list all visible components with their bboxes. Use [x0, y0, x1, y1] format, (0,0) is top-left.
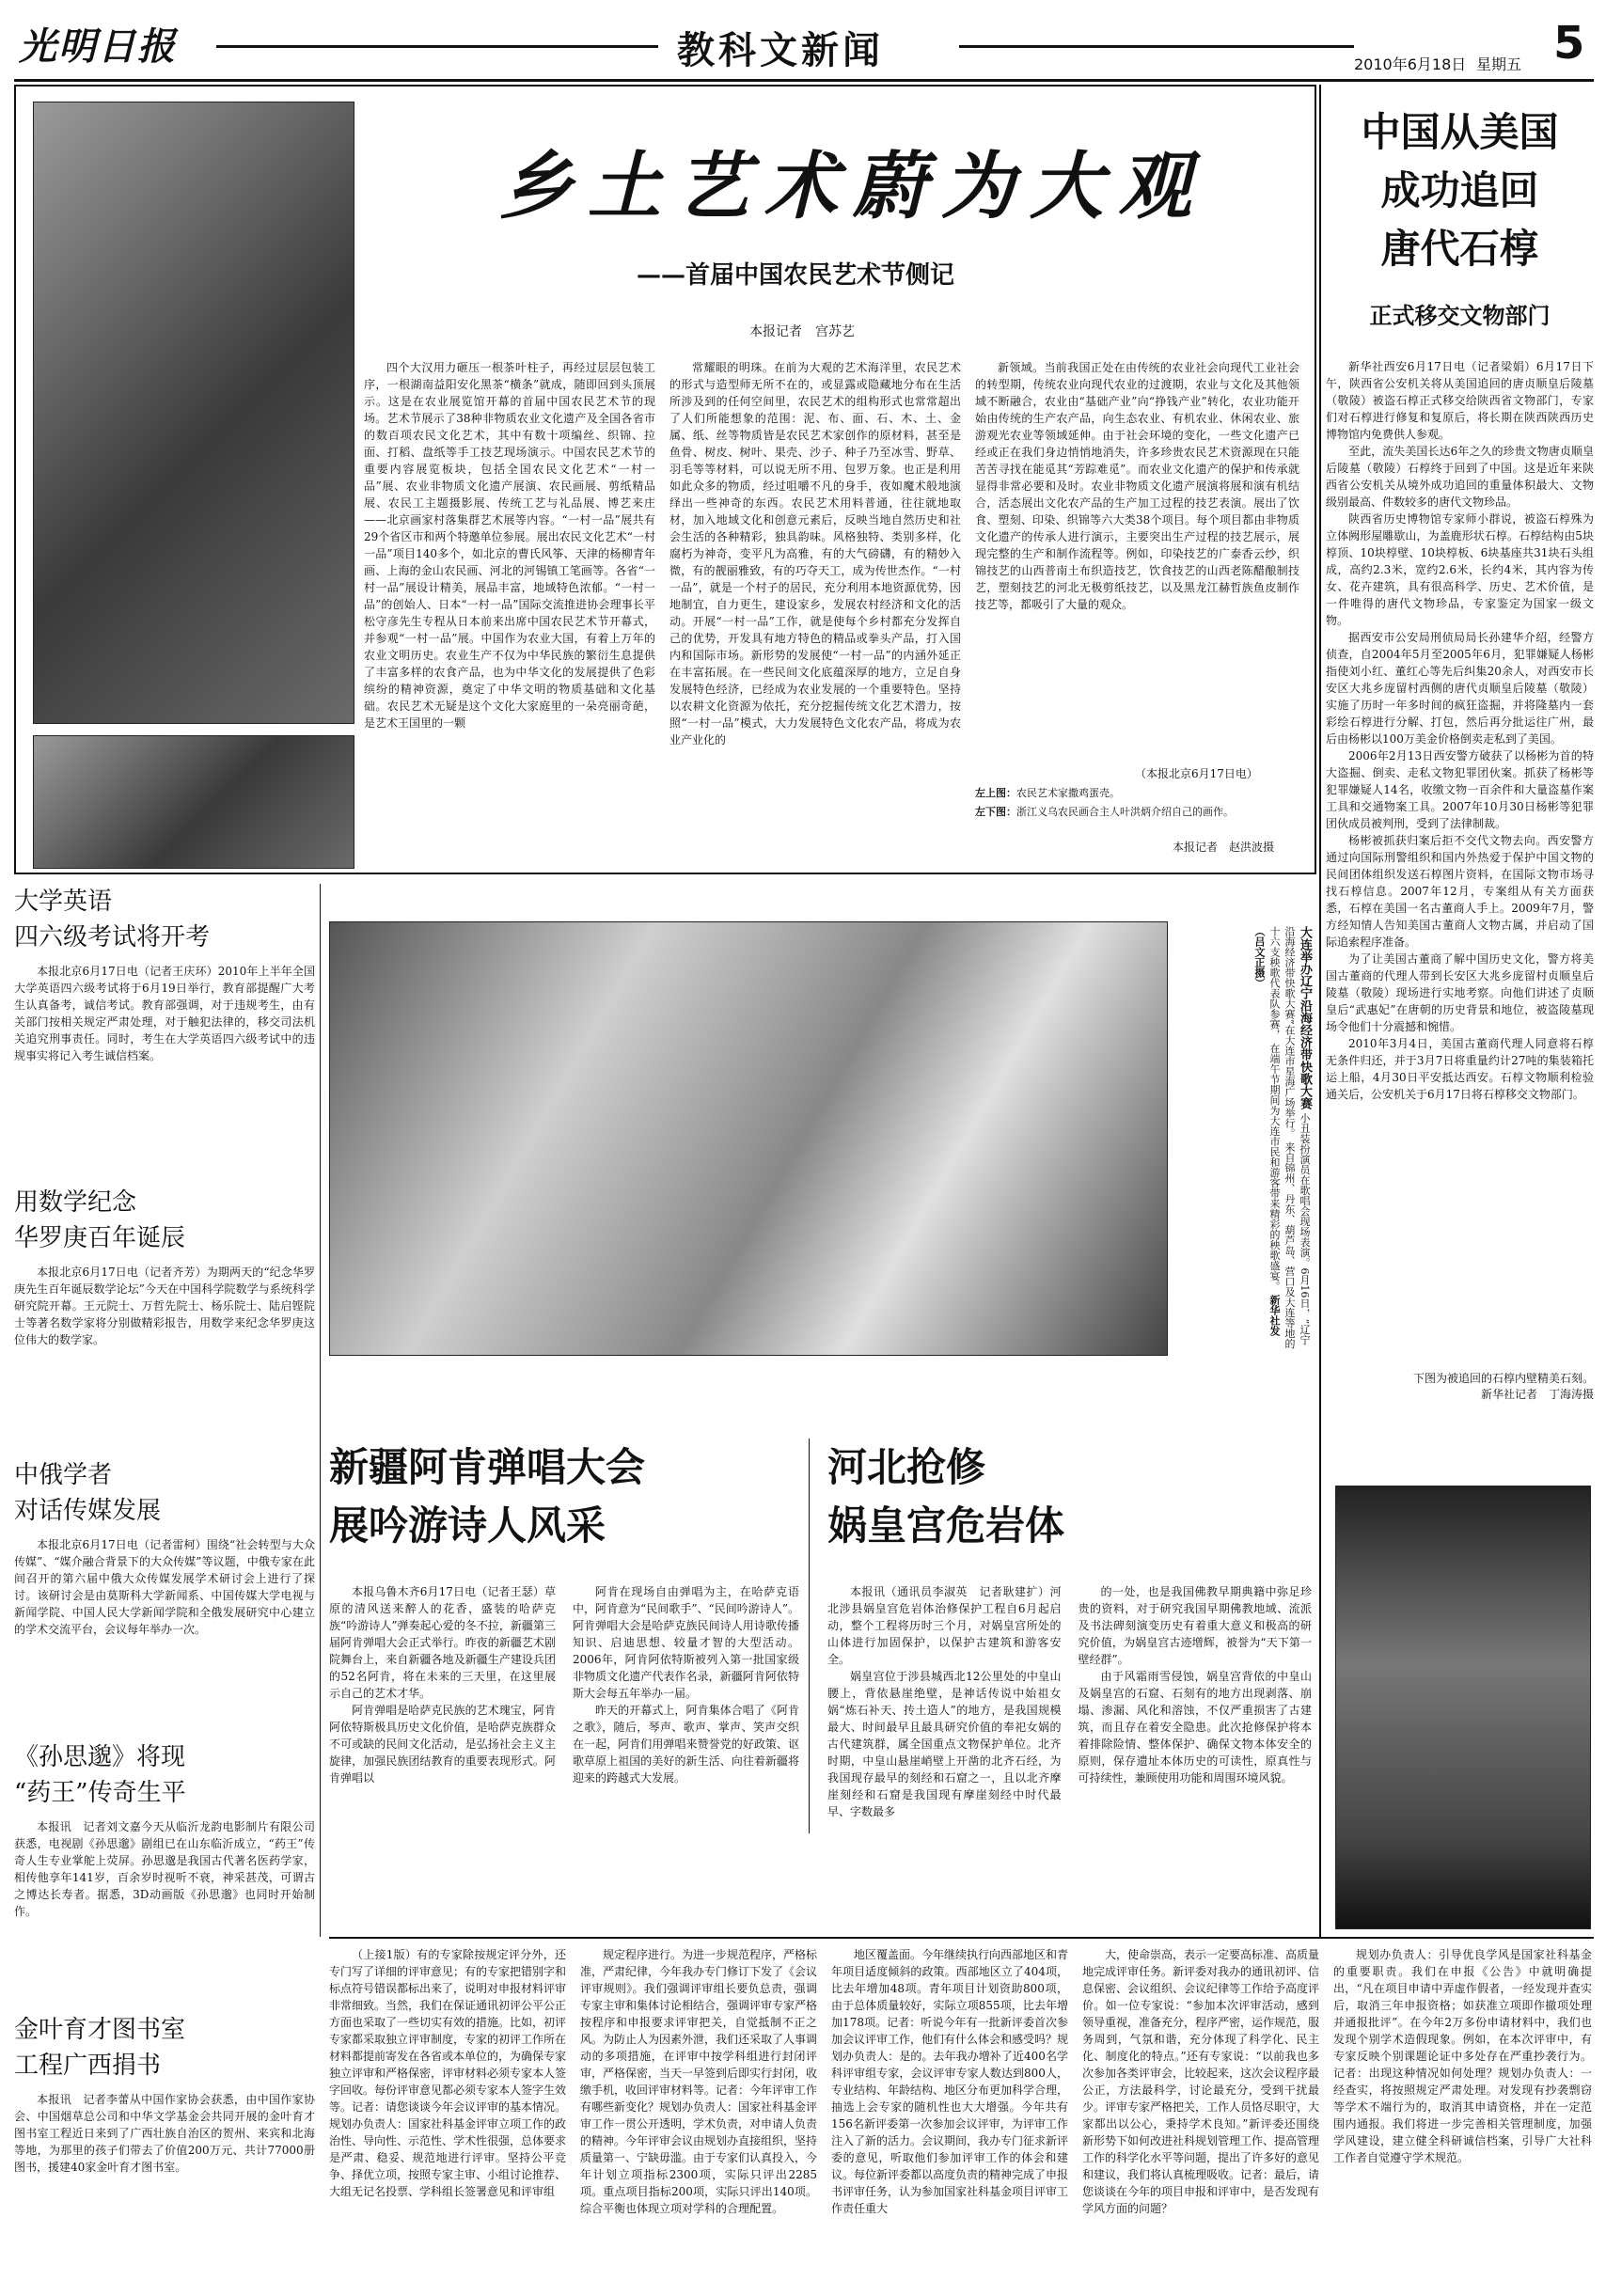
brief-title: 《孙思邈》将现 — [14, 1743, 186, 1771]
brief-sun-simiao — [14, 1739, 315, 1920]
xinjiang-headline-line: 新疆阿肯弹唱大会 — [329, 1444, 646, 1490]
bottom-column-2: 规定程序进行。为进一步规范程序，严格标准，严肃纪律，今年我办专门修订下发了《会议评审规则》。我们强调评审组长要负总责，强调专家主审和集体讨论相结合，强调评审专家严格按程序和申报要求评审把关，自觉抵制不正之风。为防止人为因素外泄，我们还采取了人事调动的多项措施，在评审中按学科组进行封闭评审，严格保密，当天一早签到后即实行封闭，收缴手机，收回评审材料等。记者：今年评审工作有哪些新变化？规划办负责人：国家社科基金评审工作一贯公开透明，学术负责，对申请人负责的精神。今年评审会议由规划办直接组织，坚持质量第一、宁缺毋滥。由于专家们认真投入，今年计划立项指标2300项，实际只评出2285项。重点项目指标200项，实际只评出140项。综合平衡也体现立项对学科的合理配置。 — [580, 1948, 817, 2215]
brief-paragraph: 本报北京6月17日电（记者齐芳）为期两天的“纪念华罗庚先生百年诞辰数学论坛”今天在中国科学院数学与系统科学研究院开幕。王元院士、万哲先院士、杨乐院士、陆启铿院士等著名数学家将分别做精彩报告，用数学来纪念华罗庚这位伟大的数学家。 — [14, 1266, 315, 1346]
lead-column-1: 四个大汉用力砸压一根茶叶柱子，再经过层层包装工序，一根湖南益阳安化黑茶“横条”就成，随即回到头顶展示。这是在农业展览馆开幕的首届中国农民艺术节的现场。艺术节展示了38种非物质农业文化遗产及全国各省市的数百项农民文化艺术，其中有数十项编丝、织锦、拉面、打稻、盘纸等手工技艺现场演示。中国农民艺术节的重要内容展览板块，包括全国农民文化艺术“一村一品”展、农业非物质文化遗产展演、农民画展、剪纸精品展、农民工主题摄影展、传统工艺与礼品展、博艺来庄——北京画家村落集群艺术展等内容。“一村一品”展共有29个省区市和两个特邀单位参展。展出农民文化艺术“一村一品”项目140多个，如北京的曹氏风筝、天津的杨柳青年画、上海的金山农民画、河北的河锡镇工笔画等。各省“一村一品”展设计精美，展品丰富，地域特色浓郁。“一村一品”的创始人、日本“一村一品”国际交流推进协会理事长平松守彦先生专程从日本前来出席中国农民艺术节开幕式，并参观“一村一品”展。中国作为农业大国，有着上万年的农业文明历史。农业生产不仅为中华民族的繁衍生息提供了丰富多样的农食产品，也为中华文化的发展提供了色彩缤纷的精神资源，奠定了中华文明的物质基础和文化基础。农民艺术无疑是这个文化大家庭里的一朵亮丽奇葩，是艺术王国里的一颗 — [364, 361, 655, 730]
masthead — [0, 0, 1606, 77]
lead-headline: 乡土艺术蔚为大观 — [498, 144, 1206, 229]
brief-title: “药王”传奇生平 — [14, 1779, 186, 1807]
xinjiang-paragraph: 阿肯弹唱是哈萨克民族的艺术瑰宝，阿肯阿依特斯极具历史文化价值，是哈萨克族群众不可或缺的民间文化活动，是弘扬社会主义主旋律，加强民族团结教育的重要表现形式。阿肯弹唱以 — [329, 1704, 556, 1785]
lead-feature — [14, 85, 1316, 874]
newspaper-logo: 光明日报 — [19, 24, 177, 69]
brief-body — [14, 1818, 315, 1920]
right-paragraph: 为了让美国古董商了解中国历史文化，警方将美国古董商的代理人带到长安区大兆乡庞留村贞顺皇后陵墓（敬陵）现场进行实地考察。向他们讲述了贞顺皇后“武惠妃”在唐朝的历史背景和地位，被盗陵墓现场令他们十分震撼和惋惜。 — [1326, 952, 1594, 1033]
brief-paragraph: 本报北京6月17日电（记者雷柯）围绕“社会转型与大众传媒”、“媒介融合背景下的大众传媒”等议题，中俄专家在此间召开的第六届中俄大众传媒发展学术研讨会上进行了探讨。该研讨会是由莫斯科大学新闻系、中国传媒大学电视与新闻学院、中国人民大学新闻学院和全俄发展研究中心建立的学术交流平台，会议每年举办一次。 — [14, 1538, 315, 1636]
lead-column-2: 常耀眼的明珠。在前为大观的艺术海洋里，农民艺术的形式与造型师无所不在的，或显露或隐藏地分布在生活所涉及到的任何空间里，农民艺术的组构形式也常常超出了人们所能想象的范围：泥、布、面、石、木、土、金属、纸、丝等物质皆是农民艺术家创作的原材料，甚至是鱼骨、树皮、树叶、果壳、沙子、种子乃至冰雪、野草、羽毛等等材料，可以说无所不用、包罗万象。也正是利用如此众多的物质，经过咀嚼不凡的身手，夜如魔术般地演绎出一些神奇的东西。农民艺术用料普通，往往就地取材，加入地域文化和创意元素后，反映当地自然历史和社会生活的各种精彩，独具韵味。风格独特、类别多样，化腐朽为神奇，变平凡为高雅，有的大气磅礴，有的精妙入微，有的靓丽雅致，有的巧夺天工，成为传世杰作。“一村一品”，就是一个村子的居民，充分利用本地资源优势，因地制宜，自力更生，建设家乡，发展农村经济和文化的活动。开展“一村一品”工作，就是使每个乡村都充分发挥自己的优势，开发具有地方特色的精品或拳头产品，打入国内和国际市场。新形势的发展使“一村一品”的内涵外延正在丰富拓展。在一些民间文化底蕴深厚的地方，立足自身发展特色经济，已经成为农业发展的一个重要特色。坚持以农耕文化资源为依托，充分挖掘传统文化艺术潜力，按照“一村一品”模式，大力发展特色文化农产品，将成为农业产业化的 — [669, 361, 961, 747]
opera-caption — [1171, 926, 1312, 1349]
lead-subhead: ——首届中国农民艺术节侧记 — [637, 261, 955, 290]
lead-caption-2 — [975, 805, 1299, 820]
brief-paragraph: 本报讯 记者刘文嘉今天从临沂龙韵电影制片有限公司获悉，电视剧《孙思邈》剧组已在山东临沂成立，“药王”传奇人生专业掌舵上荧屏。孙思邈是我国古代著名医药学家，相传他享年141岁，百余岁时视听不衰，神采甚茂，可谓古之博达长寿者。据悉，3D动画版《孙思邈》也同时开始制作。 — [14, 1820, 315, 1918]
brief-title: 金叶育才图书室 — [14, 2016, 186, 2044]
bottom-column-5: 规划办负责人：引导优良学风是国家社科基金的重要职责。我们在申报《公告》中就明确提出，“凡在项目申请中弄虚作假者，一经发现并查实后，取消三年申报资格；如获准立项即作撤项处理并通报批评”。在今年2万多份申请材料中，我们也发现个别学术造假现象。例如，在本次评审中，有专家反映个别课题论证中多处存在严重抄袭行为。记者：出现这种情况如何处理？规划办负责人：一经查实，将按照规定严肃处理。对发现有抄袭剽窃等学术不端行为的，取消其申请资格，并在一定范围内通报。我们将进一步完善相关管理制度，加强学风建设，建立健全科研诚信档案，引导广大社科工作者自觉遵守学术规范。 — [1333, 1948, 1592, 2164]
brief-body — [14, 963, 315, 1064]
section-title: 教科文新闻 — [677, 29, 884, 72]
brief-title: 四六级考试将开考 — [14, 923, 211, 951]
sidebar-rule — [320, 884, 321, 1937]
brief-sino-russian — [14, 1457, 315, 1638]
issue-date: 2010年6月18日 — [1354, 55, 1467, 73]
lead-column-3: 新领域。当前我国正处在由传统的农业社会向现代工业社会的转型期，传统农业向现代农业的过渡期，农业与文化及其他领域不断融合，农业由“基础产业”向“挣钱产业”转化，农业功能开始由传统的生产农产品，向生态农业、有机农业、休闲农业、旅游观光农业等领域延伸。由于社会环境的变化，一些文化遗产已经或正在我们身边悄悄地消失，许多珍贵农民艺术资源现在只能苦苦寻找在能觅其“芳踪难觅”。而农业文化遗产的保护和传承就显得非常必要和及时。农业非物质文化遗产展演将展和演有机结合，活态展出文化农产品的生产加工过程的技艺表演。展出了饮食、塑刻、印染、织锦等六大类38个项目。每个项目都由非物质文化遗产的传承人进行演示，主要突出生产过程的技艺展示，展现完整的生产和制作流程等。例如，印染技艺的广泰香云纱，织锦技艺的山西普南土布织造技艺，饮食技艺的山西老陈醋酿制技艺，塑刻技艺的河北无极剪纸技艺，以及黑龙江赫哲族鱼皮制作技艺等，都吸引了大量的观众。 — [975, 361, 1299, 611]
right-subhead: 正式移交文物部门 — [1369, 302, 1551, 329]
brief-hualuogeng — [14, 1185, 315, 1348]
opera-photo-credit: 新华社发（吕文正摄） — [1253, 926, 1281, 1336]
hebei-headline-line: 娲皇宫危岩体 — [827, 1502, 1065, 1549]
caption-2-label: 左下图： — [975, 806, 1016, 818]
caption-1-label: 左上图： — [975, 787, 1016, 799]
caption-1-text: 农民艺术家撒鸡蛋壳。 — [1016, 787, 1120, 799]
right-paragraph: 2010年3月4日，美国古董商代理人同意将石椁无条件归还，并于3月7日将重量约计27吨的集装箱托运上船，4月30日平安抵达西安。石椁文物顺利检验通关后，公安机关于6月17日将石椁移交文物部门。 — [1326, 1037, 1594, 1101]
brief-title: 大学英语 — [14, 888, 113, 916]
right-paragraph: 杨彬被抓获归案后拒不交代文物去向。西安警方通过向国际刑警组织和国内外热爱于保护中国文物的民间团体组织发送石椁图片资料，在国际文物市场寻找石椁信息。2007年12月，专案组从有关方面获悉，石椁在美国一名古董商人手上。2009年7月，警方经知情人告知美国古董商人文物古属，并启动了国际追索程序准备。 — [1326, 834, 1594, 949]
hebei-paragraph: 的一处，也是我国佛教早期典籍中弥足珍贵的资料，对于研究我国早期佛教地域、流派及书法碑刻演变历史有着重大意义和极高的研究价值，为娲皇宫古迹增辉，被誉为“天下第一壁经群”。 — [1078, 1585, 1312, 1666]
brief-body — [14, 1536, 315, 1638]
right-paragraph: 至此，流失美国长达6年之久的珍贵文物唐贞顺皇后陵墓（敬陵）石椁终于回到了中国。这是近年来陕西省公安机关从境外成功追回的重量体积最大、文物级别最高、件数较多的唐代文物珍品。 — [1326, 445, 1594, 509]
hebei-paragraph: 本报讯（通讯员李淑英 记者耿建扩）河北涉县娲皇宫危岩体治修保护工程自6月起启动，整个工程将历时三个月，对娲皇宫所处的山体进行加固保护，以保护古建筑和游客安全。 — [827, 1585, 1062, 1666]
issue-weekday: 星期五 — [1476, 55, 1522, 73]
brief-paragraph: 本报北京6月17日电（记者王庆环）2010年上半年全国大学英语四六级考试将于6月19日举行，教育部提醒广大考生认真备考，诚信考试。教育部强调，对于违规考生，由有关部门按相关规定严肃处理，对于触犯法律的，移交司法机关追究刑事责任。同时，考生在大学英语四六级考试中的违规事实将记入考生诚信档案。 — [14, 965, 315, 1062]
photo-eggshell-artist — [33, 102, 354, 724]
xinjiang-hebei-rule — [809, 1439, 810, 1833]
bottom-column-1: （上接1版）有的专家除按规定评分外，还专门写了详细的评审意见；有的专家把错别字和标点符号错误都标出来了，说明对申报材料评审非常细致。当然，我们在保证通讯初评公平公正方面也采取了一些切实有效的措施。比如，初评专家都采取独立评审制度，专家的初评工作所在材料都提前寄发在各省或本单位的，为确保专家独立评审和严格保密，评审材料必须专家本人签字回收。每份评审意见都必须专家本人签字生效等。记者：请您谈谈今年会议评审的基本情况。规划办负责人：国家社科基金评审立项工作的政治性、导向性、示范性、学术性很强，总体要求是严肃、稳妥、规范地进行评审。坚持公平竞争、择优立项，按照专家主审、小组讨论推荐、大组无记名投票、学科组长签署意见和评审组 — [329, 1948, 566, 2198]
right-story — [1326, 85, 1594, 1551]
right-column-rule — [1319, 85, 1321, 1937]
hebei-headline-line: 河北抢修 — [827, 1444, 986, 1490]
bottom-column-4: 大，使命崇高，表示一定要高标准、高质量地完成评审任务。新评委对我办的通讯初评、信息保密、会议组织、会议纪律等工作给予高度评价。如一位专家说：“参加本次评审活动，感到领导重视，准备充分，程序严密，运作规范，服务周到，气氛和谐，充分体现了科学化、民主化、制度化的特点。”还有专家说：“以前我也多次参加各类评审会，比较起来，这次会议程序最公正，方法最科学，讨论最充分，受到干扰最少。评审专家严格把关，工作人员恪尽职守，大家都出以公心，秉持学术良知。”新评委还围绕新形势下如何改进社科规划管理工作、提高管理工作的科学化水平等问题，提出了许多好的意见和建议，我们将认真梳理吸收。记者：最后，请您谈谈在今年的项目申报和评审中，是否发现有学风方面的问题？ — [1082, 1948, 1319, 2215]
lead-byline: 本报记者 宫苏艺 — [749, 324, 855, 339]
hebei-paragraph: 由于风霜雨雪侵蚀，娲皇宫背依的中皇山及娲皇宫的石窟、石刻有的地方出现剥落、崩塌、渗漏、风化和溶蚀，不仅严重损害了古建筑，而且存在着安全隐患。此次抢修保护将本着排除险情、整体保护、确保文物本体安全的原则，保存遗址本体历史的可读性，原真性与可持续性，兼顾使用功能和周围环境风貌。 — [1078, 1670, 1312, 1785]
brief-golden-leaf-library — [14, 2012, 315, 2176]
opera-caption-line: 小丑装扮演员在歌唱会现场表演。6月16日，“辽宁沿海经济带快歌大赛”在大连市星海广场举行。 — [1283, 926, 1311, 1345]
right-headline — [1326, 103, 1594, 278]
right-photo-caption: 下图为被追回的石椁内壁精美石刻。 — [1412, 1372, 1594, 1385]
right-headline-line: 唐代石椁 — [1380, 226, 1539, 272]
xinjiang-story — [329, 1439, 799, 1927]
right-photo-credit: 新华社记者 丁海涛摄 — [1480, 1388, 1594, 1401]
brief-title: 用数学纪念 — [14, 1188, 137, 1217]
xinjiang-headline — [329, 1439, 799, 1555]
right-headline-line: 中国从美国 — [1361, 109, 1559, 155]
right-paragraph: 2006年2月13日西安警方破获了以杨彬为首的特大盗掘、倒卖、走私文物犯罪团伙案。抓获了杨彬等犯罪嫌疑人14名，收缴文物一百余件和大量盗墓作案工具和交通物案工具。2007年10月30日杨彬等犯罪团伙成员被判刑，受到了法律制裁。 — [1326, 749, 1594, 830]
xinjiang-headline-line: 展吟游诗人风采 — [329, 1502, 606, 1549]
right-paragraph: 新华社西安6月17日电（记者梁娟）6月17日下午，陕西省公安机关将从美国追回的唐贞顺皇后陵墓（敬陵）被盗石椁正式移交给陕西省文物部门，专家们对石椁进行修复和复原后，将长期在陕西陕西历史博物馆内免费供人参观。 — [1326, 360, 1594, 441]
right-paragraph: 陕西省历史博物馆专家师小群说，被盗石椁殊为立体阙形屋雕歇山，为盖鹿形状石椁。石椁结构由5块椁顶、10块椁壁、10块椁板、6块基座共31块石头组成，高约2.3米，宽约2.6米，长约4米，其内容为传女、花卉建筑，具有很高科学、历史、艺术价值，是一件唯得的唐代文物珍品，专家鉴定为国家一级文物。 — [1326, 512, 1594, 627]
lead-photo-credit: 本报记者 赵洪波摄 — [1173, 841, 1275, 854]
photo-painter-with-artwork — [33, 735, 354, 869]
photo-clown-performers — [329, 921, 1168, 1356]
opera-caption-line: 在端午节期间为大连市民和游客带来精彩的秧歌盛宴。 — [1268, 1043, 1281, 1292]
brief-title: 华罗庚百年诞辰 — [14, 1224, 186, 1252]
lead-caption-1 — [975, 786, 1299, 801]
brief-paragraph: 本报讯 记者李蕾从中国作家协会获悉，由中国作家协会、中国烟草总公司和中华文学基金会共同开展的金叶育才图书室工程近日来到了广西壮族自治区的贺州、来宾和北海等地，为那里的孩子们带去了价值200万元、共计77000册图书，援建40家金叶育才图书室。 — [14, 2093, 315, 2174]
brief-english-exam — [14, 884, 315, 1064]
bottom-column-3: 地区覆盖面。今年继续执行向西部地区和青年项目适度倾斜的政策。西部地区立了404项，比去年增加48项。青年项目计划资助800项，由于总体质量较好，实际立项855项，比去年增加178项。记者：听说今年有一批新评委首次参加会议评审工作，他们有什么体会和感受吗？规划办负责人：是的。去年我办增补了近400名学科评审组专家，会议评审专家人数达到800人，专业结构、年龄结构、地区分布更加科学合理，抽选上会专家的随机性也大大增强。今年共有156名新评委第一次参加会议评审，为评审工作注入了新的活力。会议期间，我办专门征求新评委的意见，听取他们参加评审工作的体会和建议。每位新评委都以高度负责的精神完成了申报书评审任务，认为参加国家社科基金项目评审工作责任重大 — [831, 1948, 1068, 2215]
opera-caption-title: 大连举办辽宁沿海经济带快歌大赛 — [1298, 926, 1312, 1109]
brief-title: 工程广西捐书 — [14, 2052, 162, 2080]
opera-caption-line: 来自锦州、丹东、葫芦岛、营口及大连等地的十六支秧歌代表队参赛， — [1268, 926, 1296, 1349]
bottom-rule — [329, 1937, 1594, 1939]
brief-title: 对话传媒发展 — [14, 1497, 162, 1525]
photo-stone-coffin-carving — [1335, 1486, 1591, 1929]
right-headline-line: 成功追回 — [1380, 167, 1539, 213]
xinjiang-paragraph: 阿肯在现场自由弹唱为主，在哈萨克语中，阿肯意为“民间歌手”、“民间吟游诗人”。阿肯弹唱大会是哈萨克族民间诗人用诗歌传播知识、启迪思想、较量才智的大型活动。2006年，阿肯阿依特斯被列入第一批国家级非物质文化遗产代表作名录，新疆阿肯阿依特斯大会每五年举办一届。 — [573, 1585, 799, 1700]
masthead-rule-left — [216, 45, 658, 48]
hebei-body — [827, 1583, 1312, 1922]
masthead-underline — [14, 79, 1594, 82]
brief-body — [14, 1264, 315, 1348]
lead-dateline: （本报北京6月17日电） — [1135, 767, 1258, 780]
page-number: 5 — [1553, 17, 1585, 70]
caption-2-text: 浙江义乌农民画合主人叶洪炳介绍自己的画作。 — [1016, 806, 1234, 818]
hebei-headline — [827, 1439, 1312, 1555]
right-paragraph: 据西安市公安局刑侦局局长孙建华介绍，经警方侦查，自2004年5月至2005年6月，犯罪嫌疑人杨彬指使刘小红、董红心等先后纠集20余人，对西安市长安区大兆乡庞留村西侧的唐代贞顺皇后陵墓（敬陵）实施了历时一年多时间的疯狂盗掘，并将隆墓内一套彩绘石椁进行分解、打包，然后再分批运往广州，最后由杨彬以100万美金价格倒卖走私到了美国。 — [1326, 631, 1594, 746]
right-body — [1326, 358, 1594, 1364]
hebei-paragraph: 娲皇宫位于涉县城西北12公里处的中皇山腰上，背依悬崖绝壁，是神话传说中始祖女娲“炼石补天、抟土造人”的地方，是我国规模最大、时间最早且最具研究价值的奉祀女娲的古代建筑群，属全国重点文物保护单位。北齐时期，中皇山悬崖峭壁上开凿的北齐石经，为我国现存最早的刻经和石窟之一，且以北齐摩崖刻经和石窟是我国现有摩崖刻经中时代最早、字数最多 — [827, 1670, 1062, 1818]
brief-title: 中俄学者 — [14, 1461, 113, 1489]
left-sidebar — [14, 884, 315, 2294]
hebei-story — [827, 1439, 1312, 1927]
xinjiang-paragraph: 本报乌鲁木齐6月17日电（记者王瑟）草原的清风送来醉人的花香，盛装的哈萨克族“吟游诗人”弹奏起心爱的冬不拉，新疆第三届阿肯弹唱大会正式举行。昨夜的新疆艺术剧院舞台上，来自新疆各地及新疆生产建设兵团的52名阿肯，将在未来的三天里，在这里展示自己的艺术才华。 — [329, 1585, 556, 1700]
brief-body — [14, 2091, 315, 2176]
xinjiang-paragraph: 昨天的开幕式上，阿肯集体合唱了《阿肯之歌》，随后，琴声、歌声、掌声、笑声交织在一起，阿肯们用弹唱来赞誉党的好政策、讴歌草原上祖国的美好的新生活、向往着新疆将迎来的跨越式大发展。 — [573, 1704, 799, 1785]
masthead-rule-right — [959, 45, 1354, 48]
xinjiang-body — [329, 1583, 799, 1922]
